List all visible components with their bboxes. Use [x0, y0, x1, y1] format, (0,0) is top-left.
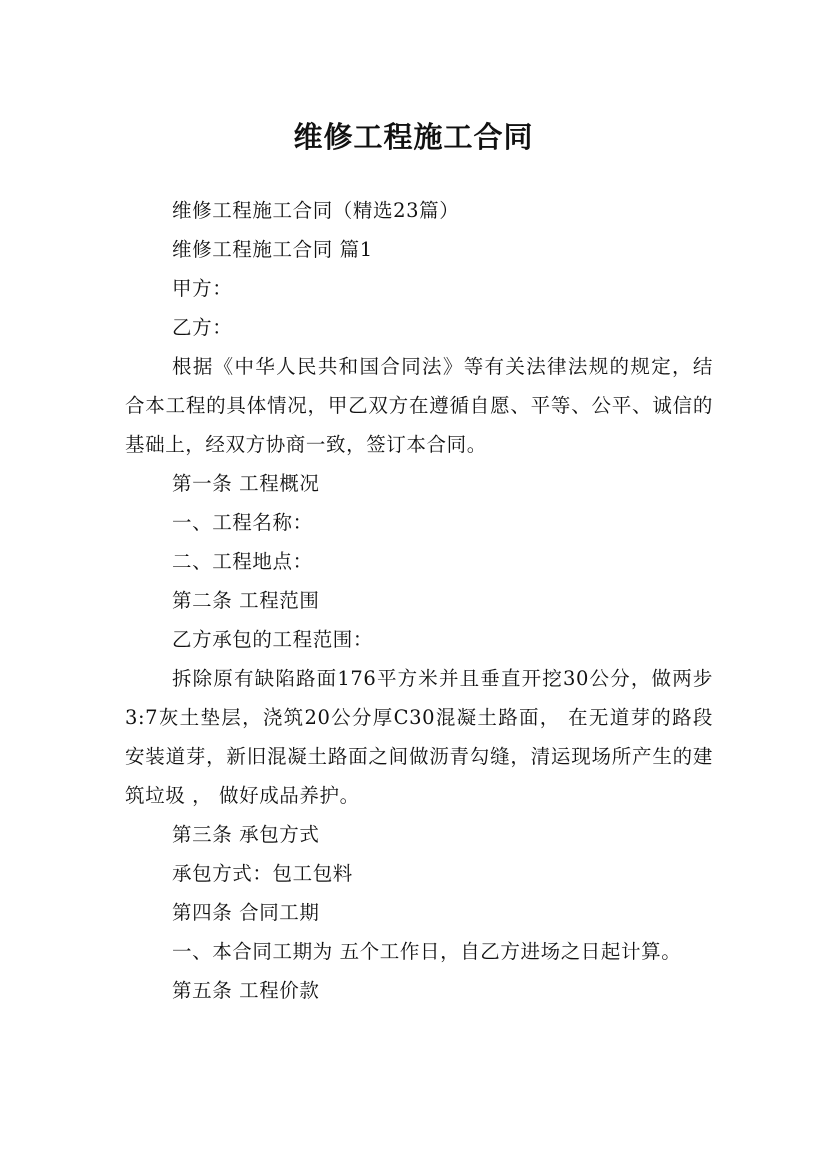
- party-a-line: 甲方：: [172, 277, 233, 300]
- article-1-heading: 第一条 工程概况: [172, 472, 320, 495]
- contract-heading: 维修工程施工合同（精选23篇）: [172, 199, 460, 222]
- article-4-heading: 第四条 合同工期: [172, 901, 320, 924]
- scope-intro-line: 乙方承包的工程范围：: [172, 628, 374, 651]
- contract-method-line: 承包方式：包工包料: [172, 862, 353, 885]
- document-body: [125, 191, 713, 1010]
- duration-paragraph: 一、本合同工期为 五个工作日，自乙方进场之日起计算。: [172, 940, 682, 963]
- preamble-paragraph: 根据《中华人民共和国合同法》等有关法律法规的规定，结合本工程的具体情况，甲乙双方在遵循自愿、平等、公平、诚信的基础上，经双方协商一致，签订本合同。: [125, 355, 713, 456]
- scope-details-paragraph: 拆除原有缺陷路面176平方米并且垂直开挖30公分，做两步3:7灰土垫层，浇筑20公分厚C30混凝土路面， 在无道芽的路段安装道芽，新旧混凝土路面之间做沥青勾缝，清运现场所产生的建筑垃圾 ， 做好成品养护。: [125, 667, 713, 807]
- document-title: 维修工程施工合同: [293, 120, 534, 155]
- article-2-heading: 第二条 工程范围: [172, 589, 320, 612]
- project-name-line: 一、工程名称：: [172, 511, 313, 534]
- party-b-line: 乙方：: [172, 316, 233, 339]
- article-3-heading: 第三条 承包方式: [172, 823, 320, 846]
- article-5-heading: 第五条 工程价款: [172, 979, 320, 1002]
- contract-part-title: 维修工程施工合同 篇1: [172, 238, 373, 261]
- project-location-line: 二、工程地点：: [172, 550, 313, 573]
